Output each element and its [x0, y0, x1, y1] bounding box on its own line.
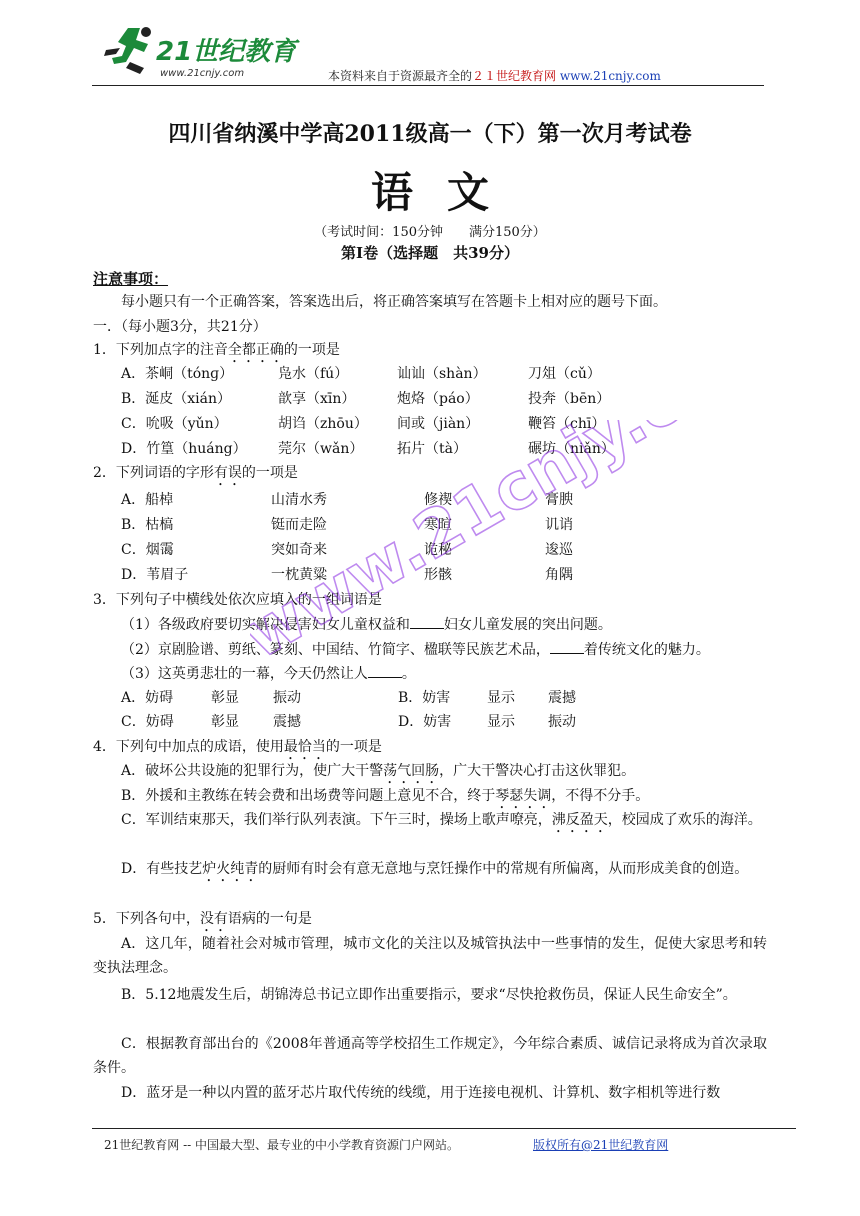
q1-option-row-3-cell-3: 间或（jiàn） — [397, 416, 480, 432]
q1-option-row-2-cell-2: 歆享（xīn） — [278, 391, 356, 407]
q1-option-row-3-cell-2: 胡诌（zhōu） — [278, 416, 368, 432]
q2-option-row-1-cell-1: A．船棹 — [121, 492, 174, 508]
q1-option-row-2-cell-3: 炮烙（páo） — [397, 391, 479, 407]
q3-option-row-2-cell-3: 震撼 — [273, 714, 301, 730]
q3-option-row-1-cell-3: 振动 — [273, 690, 301, 706]
q2-option-row-3-cell-4: 逡巡 — [545, 542, 573, 558]
q2-option-row-4-cell-4: 角隅 — [545, 567, 573, 583]
q1-option-row-1-cell-4: 刀俎（cǔ） — [528, 366, 601, 382]
subject-title: 语文 — [370, 168, 523, 217]
q1-option-row-4-cell-1: D．竹篁（huáng） — [121, 441, 247, 457]
q3-stem: 3．下列句子中横线处依次应填入的一组词语是 — [93, 592, 382, 608]
q3-option-row-1-cell-1: A．妨碍 — [121, 690, 174, 706]
header-note-prefix: 本资料来自于资源最齐全的 — [328, 69, 473, 83]
q4-option-d: D．有些技艺炉火纯青的厨师有时会有意无意地与烹饪操作中的常规有所偏离，从而形成美食的创造。 — [121, 861, 749, 877]
q5-option-a: A．这几年，随着社会对城市管理，城市文化的关注以及城管执法中一些事情的发生，促使大家思考和转变执法理念。 — [93, 936, 767, 976]
part-title: 第Ⅰ卷（选择题 共39分） — [341, 244, 519, 262]
page-title: 四川省纳溪中学高2011级高一（下）第一次月考试卷 — [168, 121, 692, 147]
q4-stem: 4．下列句中加点的成语，使用最恰当的一项是 — [93, 739, 382, 755]
q3-option-row-2-cell-4: D．妨害 — [398, 714, 452, 730]
q2-option-row-3-cell-1: C．烟霭 — [121, 542, 174, 558]
q1-option-row-1-cell-3: 讪讪（shàn） — [397, 366, 487, 382]
logo-url: www.21cnjy.com — [160, 68, 245, 79]
notice-text: 每小题只有一个正确答案，答案选出后，将正确答案填写在答题卡上相对应的题号下面。 — [121, 294, 667, 310]
q4-option-c: C．军训结束那天，我们举行队列表演。下午三时，操场上歌声嘹亮，沸反盈天，校园成了欢乐的海洋。 — [121, 812, 762, 828]
q5-option-b: B．5.12地震发生后，胡锦涛总书记立即作出重要指示，要求“尽快抢救伤员，保证人民生命安全”。 — [121, 987, 737, 1003]
runner-logo-icon — [104, 27, 151, 74]
q5-stem: 5．下列各句中，没有语病的一句是 — [93, 911, 312, 927]
q2-option-row-2-cell-1: B．枯槁 — [121, 517, 174, 533]
q3-sentence-3: （3）这英勇悲壮的一幕，今天仍然让人 。 — [121, 663, 416, 684]
header-divider — [92, 85, 764, 86]
q1-option-row-3-cell-1: C．吮吸（yǔn） — [121, 416, 228, 432]
q2-option-row-2-cell-3: 寒暄 — [424, 517, 452, 533]
logo-text: 21世纪教育 — [156, 37, 297, 67]
q2-option-row-2-cell-2: 铤而走险 — [271, 517, 327, 533]
q3-option-row-1-cell-6: 震撼 — [548, 690, 576, 706]
q3-option-row-2-cell-2: 彰显 — [211, 714, 239, 730]
q2-option-row-3-cell-3: 诡秘 — [424, 542, 452, 558]
q5-option-c: C．根据教育部出台的《2008年普通高等学校招生工作规定》，今年综合素质、诚信记录将成为首次录取条件。 — [93, 1036, 767, 1076]
q2-option-row-4-cell-2: 一枕黄粱 — [271, 567, 327, 583]
header-note-url[interactable]: www.21cnjy.com — [559, 69, 661, 83]
header-note-site[interactable]: ２１世纪教育网 — [472, 69, 557, 83]
q4-option-b: B．外援和主教练在转会费和出场费等问题上意见不合，终于琴瑟失调，不得不分手。 — [121, 788, 650, 804]
q3-option-row-1-cell-5: 显示 — [487, 690, 515, 706]
q1-option-row-1-cell-1: A．茶峒（tónɡ） — [121, 366, 234, 382]
q2-option-row-3-cell-2: 突如奇来 — [271, 542, 327, 558]
site-logo[interactable] — [100, 22, 300, 84]
q2-option-row-1-cell-4: 膏腴 — [545, 492, 573, 508]
q2-option-row-2-cell-4: 讥诮 — [545, 517, 573, 533]
q2-option-row-4-cell-3: 形骸 — [424, 567, 452, 583]
q3-sentence-2: （2）京剧脸谱、剪纸、篆刻、中国结、竹简字、楹联等民族艺术品， 着传统文化的魅力。 — [121, 639, 710, 660]
header-note — [328, 67, 661, 84]
copyright-link[interactable]: 版权所有@21世纪教育网 — [533, 1138, 669, 1152]
q1-stem: 1．下列加点字的注音全都正确的一项是 — [93, 342, 340, 358]
watermark — [250, 420, 710, 680]
q3-option-row-1-cell-2: 彰显 — [211, 690, 239, 706]
section-1-heading: 一．（每小题3分，共21分） — [93, 319, 267, 335]
q4-option-a: A．破坏公共设施的犯罪行为，使广大干警荡气回肠，广大干警决心打击这伙罪犯。 — [121, 763, 636, 779]
q3-option-row-2-cell-1: C．妨碍 — [121, 714, 174, 730]
q5-option-d: D．蓝牙是一种以内置的蓝牙芯片取代传统的线缆，用于连接电视机、计算机、数字相机等进行数 — [121, 1085, 721, 1101]
q1-option-row-3-cell-4: 鞭笞（chī） — [528, 416, 606, 432]
q1-option-row-2-cell-4: 投奔（bēn） — [528, 391, 611, 407]
q1-option-row-4-cell-2: 莞尔（wǎn） — [278, 441, 364, 457]
q3-sentence-1: （1）各级政府要切实解决侵害妇女儿童权益和 妇女儿童发展的突出问题。 — [121, 614, 612, 635]
q3-option-row-2-cell-5: 显示 — [487, 714, 515, 730]
q1-option-row-4-cell-4: 碾坊（niǎn） — [528, 441, 615, 457]
exam-info: （考试时间：150分钟 满分150分） — [314, 225, 546, 240]
q3-option-row-2-cell-6: 振动 — [548, 714, 576, 730]
q1-option-row-4-cell-3: 拓片（tà） — [397, 441, 467, 457]
q3-option-row-1-cell-4: B．妨害 — [398, 690, 451, 706]
q2-stem: 2．下列词语的字形有误的一项是 — [93, 465, 298, 481]
watermark-text: www.21cnjy.com — [250, 420, 710, 674]
footer-divider — [92, 1128, 796, 1129]
q2-option-row-1-cell-3: 修禊 — [424, 492, 452, 508]
q2-option-row-4-cell-1: D．苇眉子 — [121, 567, 189, 583]
footer-text: 21世纪教育网 -- 中国最大型、最专业的中小学教育资源门户网站。 — [104, 1138, 460, 1152]
notice-title: 注意事项： — [93, 270, 169, 288]
q1-option-row-1-cell-2: 凫水（fú） — [278, 366, 349, 382]
q2-option-row-1-cell-2: 山清水秀 — [271, 492, 327, 508]
q1-option-row-2-cell-1: B．涎皮（xián） — [121, 391, 232, 407]
